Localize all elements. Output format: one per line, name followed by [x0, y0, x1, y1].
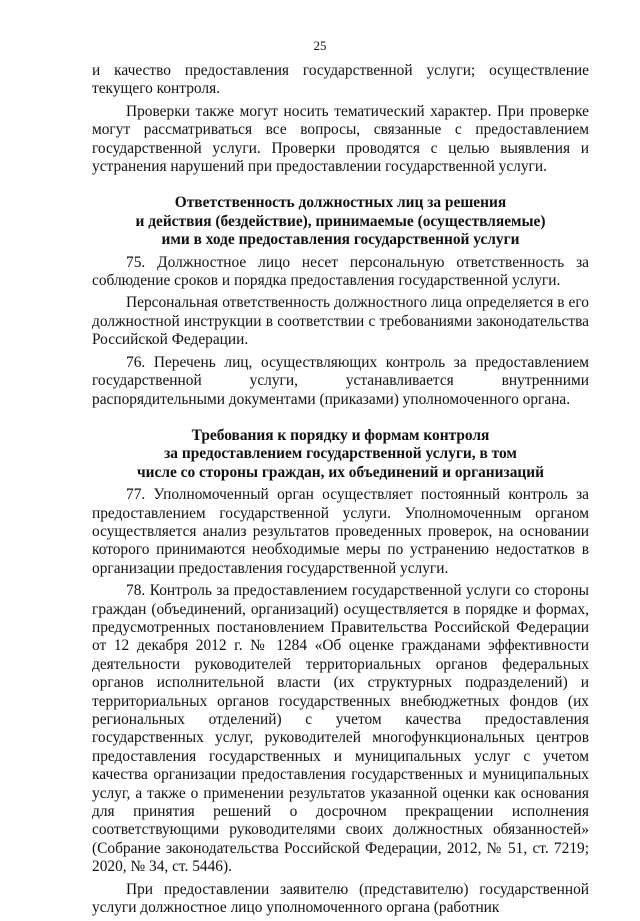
section-heading-line: за предоставлением государственной услуги, в том: [164, 445, 517, 463]
section-heading-line: числе со стороны граждан, их объединений и организаций: [136, 463, 545, 481]
document-body: [92, 62, 589, 921]
body-paragraph: 76. Перечень лиц, осуществляющих контроль за предоставлением государственной услуги, устанавливается внутренними распорядительными документами (приказами) уполномоченного органа.: [92, 353, 589, 408]
body-paragraph: 77. Уполномоченный орган осуществляет постоянный контроль за предоставлением государственной услуги. Уполномоченным органом осуществляется анализ результатов проведенных проверок, на основании которого принимаются необходимые меры по устранению недостатков в организации предоставления государственной услуги.: [92, 486, 589, 577]
body-paragraph: Персональная ответственность должностного лица определяется в его должностной инструкции в соответствии с требованиями законодательства Российской Федерации.: [92, 294, 589, 349]
section-heading: [92, 194, 589, 249]
body-paragraph: 75. Должностное лицо несет персональную ответственность за соблюдение сроков и порядка предоставления государственной услуги.: [92, 253, 589, 290]
section-heading: [92, 427, 589, 482]
section-heading-line: ими в ходе предоставления государственной услуги: [161, 231, 520, 249]
body-paragraph: и качество предоставления государственной услуги; осуществление текущего контроля.: [92, 62, 589, 98]
page-number: 25: [313, 38, 327, 53]
body-paragraph: 78. Контроль за предоставлением государственной услуги со стороны граждан (объединений, организаций) осуществляется в порядке и формах, предусмотренных постановлением Правительства Российской Федерации от 12 декабря 2012 г. № 1284 «Об оценке гражданами эффективности деятельности руководителей территориальных органов федеральных органов исполнительной власти (их структурных подразделений) и территориальных органов государственных внебюджетных фондов (их региональных отделений) с учетом качества предоставления государственных услуг, руководителей многофункциональных центров предоставления государственных и муниципальных услуг с учетом качества организации предоставления государственных и муниципальных услуг, а также о применении результатов указанной оценки как основания для принятия решений о досрочном прекращении исполнения соответствующими руководителями своих должностных обязанностей» (Собрание законодательства Российской Федерации, 2012, № 51, ст. 7219; 2020, № 34, ст. 5446).: [92, 582, 589, 876]
body-paragraph: Проверки также могут носить тематический характер. При проверке могут рассматриваться все вопросы, связанные с предоставлением государственной услуги. Проверки проводятся с целью выявления и устранения нарушений при предоставлении государственной услуги.: [92, 102, 589, 176]
section-heading-line: Требования к порядку и формам контроля: [191, 426, 490, 444]
section-heading-line: и действия (бездействие), принимаемые (осуществляемые): [135, 212, 546, 230]
section-heading-line: Ответственность должностных лиц за решения: [174, 194, 507, 212]
body-paragraph: При предоставлении заявителю (представителю) государственной услуги должностное лицо уполномоченного органа (работник: [92, 880, 589, 917]
